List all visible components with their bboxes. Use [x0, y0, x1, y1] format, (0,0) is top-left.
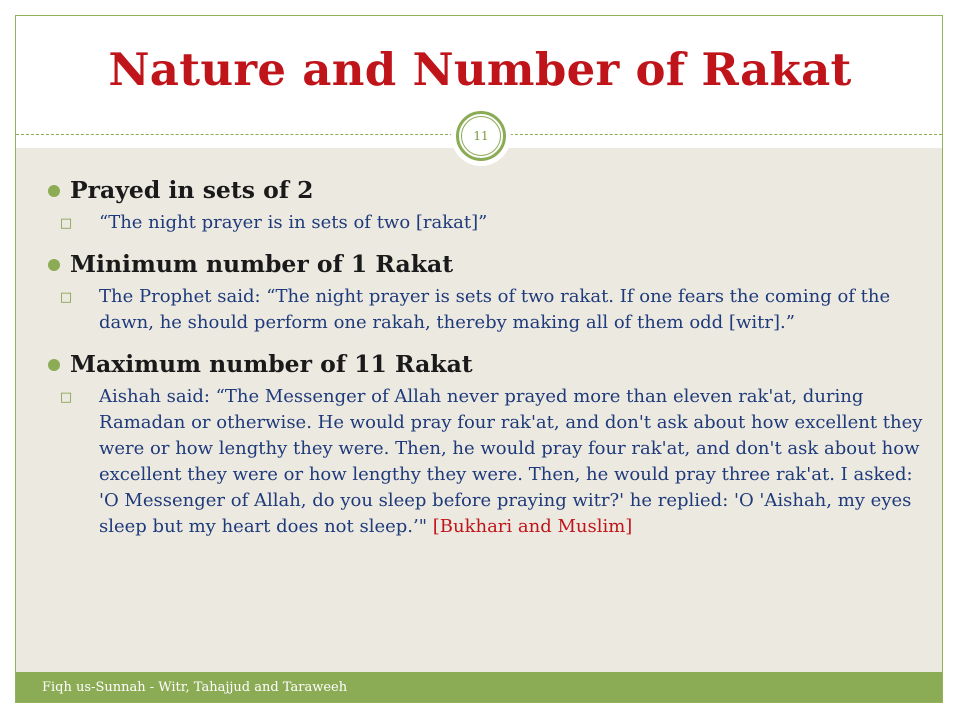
footer-text: Fiqh us-Sunnah - Witr, Tahajjud and Taraweeh: [42, 680, 348, 695]
page-number-badge: [456, 111, 506, 161]
bullet-group: [48, 348, 928, 540]
bullet-group: [48, 174, 928, 236]
page-number: 11: [473, 129, 489, 143]
bullet-heading-text: Minimum number of 1 Rakat: [70, 250, 454, 278]
bullet-heading: [48, 174, 928, 206]
bullet-heading: [48, 248, 928, 280]
sub-bullet: [48, 384, 928, 540]
slide-title: Nature and Number of Rakat: [108, 43, 852, 96]
bullet-heading-text: Maximum number of 11 Rakat: [70, 350, 473, 378]
bullet-heading: [48, 348, 928, 380]
square-bullet-icon: □: [59, 216, 73, 231]
bullet-group: [48, 248, 928, 336]
sub-bullet-text: The Prophet said: “The night prayer is sets of two rakat. If one fears the coming of the dawn, he should perform one rakah, thereby making all of them odd [witr].”: [99, 286, 891, 333]
citation: [Bukhari and Muslim]: [427, 516, 633, 537]
sub-bullet: [48, 284, 928, 336]
sub-bullet-text: Aishah said: “The Messenger of Allah never prayed more than eleven rak'at, during Ramadan or otherwise. He would pray four rak'at, and don't ask about how excellent they were or how lengthy they were. Then, he would pray four rak'at, and don't ask about how excellent they were or how lengthy they were. Then, he would pray three rak'at. I asked: 'O Messenger of Allah, do you sleep before praying witr?' he replied: 'O 'Aishah, my eyes sleep but my heart does not sleep.’": [99, 386, 923, 537]
slide-content: [48, 174, 928, 552]
footer-bar: [16, 672, 942, 702]
sub-bullet-text: “The night prayer is in sets of two [rakat]”: [99, 212, 488, 233]
page-number-ring: [461, 116, 501, 156]
bullet-heading-text: Prayed in sets of 2: [70, 176, 314, 204]
bullet-dot-icon: [48, 185, 60, 197]
bullet-dot-icon: [48, 259, 60, 271]
square-bullet-icon: □: [59, 290, 73, 305]
bullet-dot-icon: [48, 359, 60, 371]
square-bullet-icon: □: [59, 390, 73, 405]
sub-bullet: [48, 210, 928, 236]
